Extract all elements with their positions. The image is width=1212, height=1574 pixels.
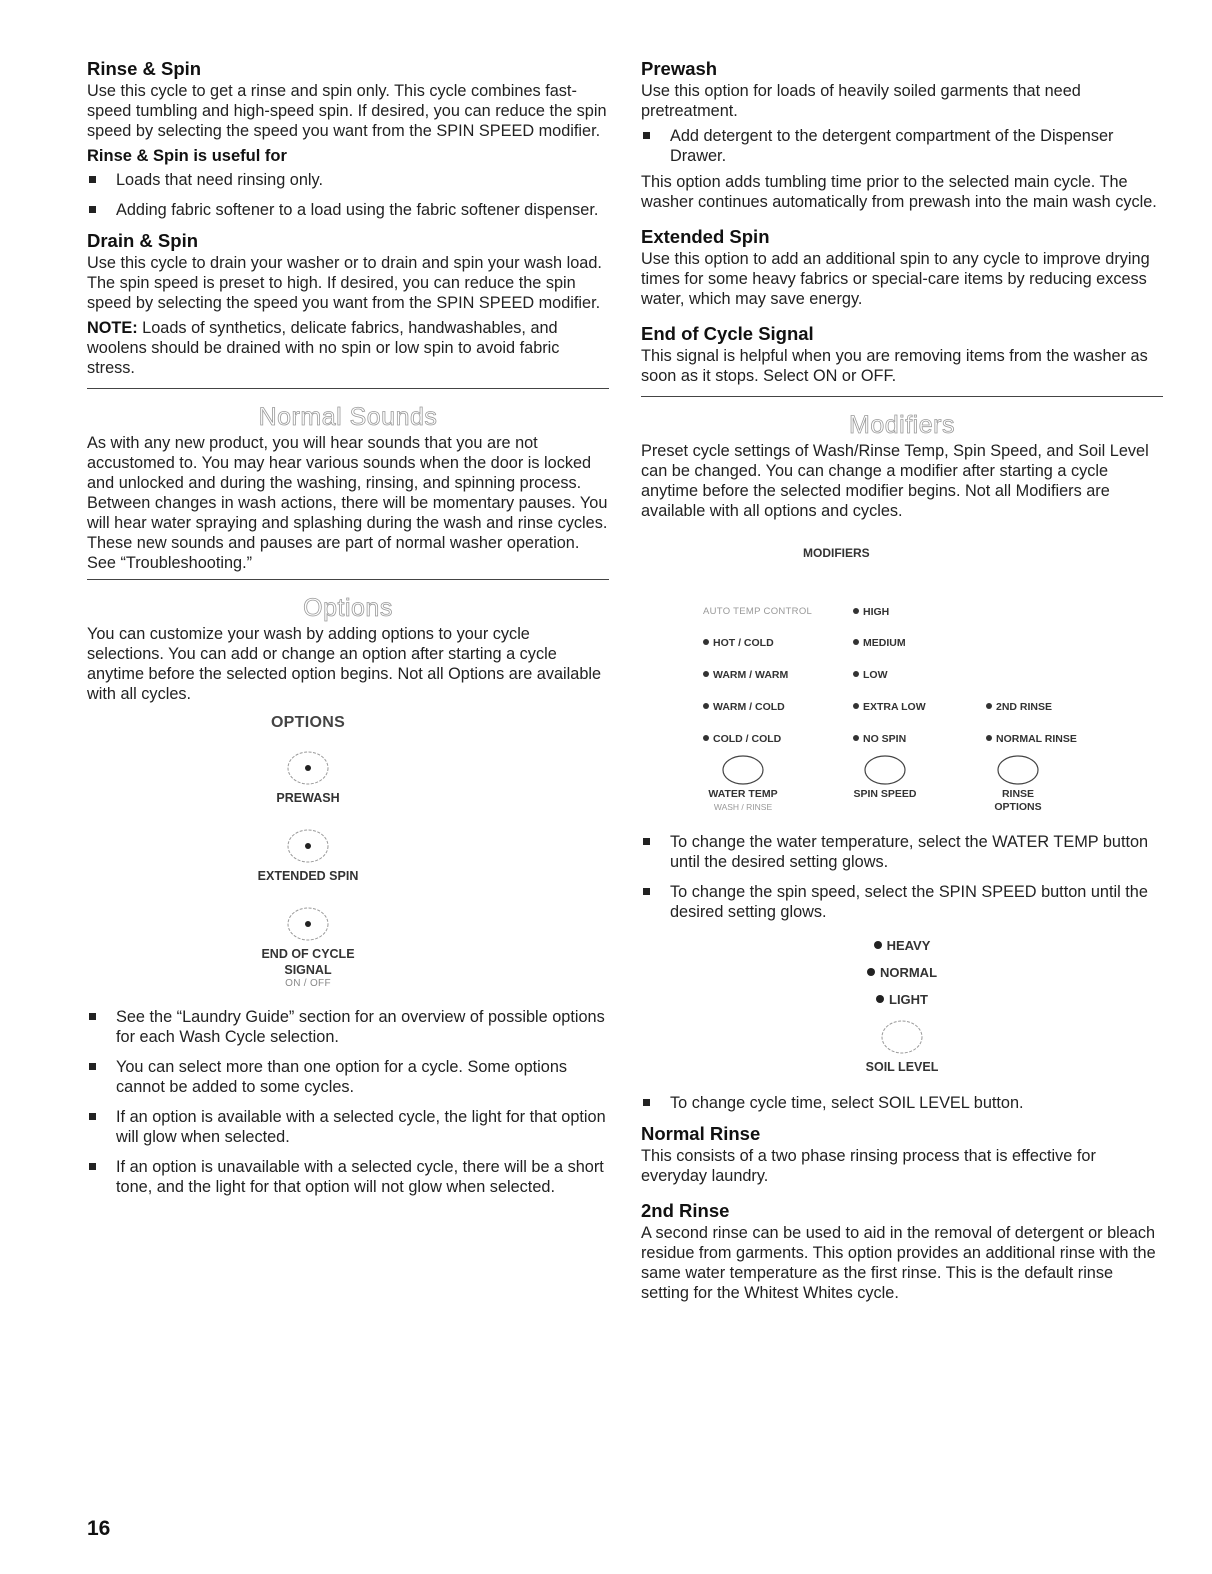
list-item: See the “Laundry Guide” section for an overview of possible options for each Wash Cycle selection.	[87, 1007, 609, 1047]
extended-spin-label: EXTENDED SPIN	[257, 869, 359, 883]
extended-spin-heading: Extended Spin	[641, 226, 770, 247]
indicator-dot-icon	[986, 703, 992, 709]
soil-level-heavy: HEAVY	[641, 932, 1163, 959]
indicator-dot-icon	[703, 639, 709, 645]
rinse-options-button[interactable]	[996, 754, 1040, 791]
soil-level-light: LIGHT	[641, 986, 1163, 1013]
spin-speed-extra-low: EXTRA LOW	[853, 701, 926, 713]
list-item: Adding fabric softener to a load using the fabric softener dispenser.	[87, 200, 609, 220]
drain-spin-body: Use this cycle to drain your washer or to drain and spin your wash load. The spin speed is preset to high. If desired, you can reduce the spin speed by selecting the speed you want from the SPIN SPEED modifier.	[87, 254, 602, 312]
bullet-square-icon	[643, 888, 650, 895]
prewash-button[interactable]	[286, 750, 330, 786]
rinse-spin-bullets	[87, 170, 609, 220]
prewash-heading: Prewash	[641, 58, 718, 79]
indicator-dot-icon	[853, 639, 859, 645]
modifiers-bullets	[641, 832, 1163, 922]
bullet-square-icon	[643, 1099, 650, 1106]
second-rinse-body: A second rinse can be used to aid in the removal of detergent or bleach residue from garments. This option provides an additional rinse with the same water temperature as the first rinse. This is the default rinse setting for the Whitest Whites cycle.	[641, 1224, 1156, 1302]
water-temp-cold-cold: COLD / COLD	[703, 733, 781, 745]
water-temp-button[interactable]	[721, 754, 765, 791]
modifiers-control-panel	[641, 526, 1163, 816]
normal-sounds-title: Normal Sounds	[258, 403, 438, 431]
indicator-dot-icon	[853, 671, 859, 677]
normal-rinse-heading: Normal Rinse	[641, 1123, 761, 1144]
indicator-dot-icon	[703, 671, 709, 677]
rinse-options-label: RINSE OPTIONS	[994, 788, 1042, 813]
end-of-cycle-label-line1: END OF CYCLE	[261, 947, 355, 961]
spin-speed-button[interactable]	[863, 754, 907, 791]
bullet-square-icon	[89, 206, 96, 213]
end-of-cycle-signal-button[interactable]	[286, 906, 330, 942]
rinse-spin-body: Use this cycle to get a rinse and spin only. This cycle combines fast-speed tumbling and high-speed spin. If desired, you can reduce the spin speed by selecting the speed you want from the SPIN SPEED modifier.	[87, 82, 607, 140]
options-title: Options	[303, 594, 393, 622]
modifiers-panel-title: MODIFIERS	[803, 546, 870, 560]
soil-level-bullets	[641, 1093, 1163, 1113]
spin-speed-medium: MEDIUM	[853, 637, 906, 649]
indicator-dot-icon	[703, 703, 709, 709]
auto-temp-control-label: AUTO TEMP CONTROL	[703, 606, 813, 617]
spin-speed-low: LOW	[853, 669, 888, 681]
bullet-square-icon	[89, 1163, 96, 1170]
water-temp-warm-warm: WARM / WARM	[703, 669, 788, 681]
indicator-dot-icon	[867, 968, 875, 976]
indicator-dot-icon	[703, 735, 709, 741]
options-panel-title: OPTIONS	[270, 714, 346, 731]
soil-level-panel	[641, 932, 1163, 1075]
indicator-dot-icon	[853, 608, 859, 614]
spin-speed-label: SPIN SPEED	[853, 788, 917, 800]
page-number: 16	[87, 1517, 111, 1540]
list-item: To change cycle time, select SOIL LEVEL button.	[641, 1093, 1163, 1113]
bullet-square-icon	[643, 132, 650, 139]
indicator-dot-icon	[986, 735, 992, 741]
water-temp-warm-cold: WARM / COLD	[703, 701, 785, 713]
rinse-option-normal-rinse: NORMAL RINSE	[986, 733, 1077, 745]
right-column	[641, 58, 1163, 1308]
indicator-dot-icon	[874, 941, 882, 949]
end-of-cycle-body: This signal is helpful when you are removing items from the washer as soon as it stops. Select ON or OFF.	[641, 347, 1148, 385]
end-of-cycle-sub-label: ON / OFF	[285, 978, 331, 989]
end-of-cycle-heading: End of Cycle Signal	[641, 323, 814, 344]
bullet-square-icon	[89, 176, 96, 183]
list-item: To change the spin speed, select the SPIN SPEED button until the desired setting glows.	[641, 882, 1163, 922]
bullet-square-icon	[89, 1013, 96, 1020]
list-item: You can select more than one option for a cycle. Some options cannot be added to some cycles.	[87, 1057, 609, 1097]
prewash-bullets	[641, 126, 1163, 166]
prewash-label: PREWASH	[276, 791, 340, 805]
indicator-dot-icon	[853, 703, 859, 709]
water-temp-hot-cold: HOT / COLD	[703, 637, 774, 649]
drain-spin-heading: Drain & Spin	[87, 230, 199, 251]
options-control-panel	[47, 714, 569, 989]
indicator-dot-icon	[853, 735, 859, 741]
options-body: You can customize your wash by adding options to your cycle selections. You can add or change an option after starting a cycle anytime before the selected option begins. Not all Options are available with all cycles.	[87, 625, 602, 703]
list-item: To change the water temperature, select the WATER TEMP button until the desired setting glows.	[641, 832, 1163, 872]
left-column	[87, 58, 609, 1207]
rinse-spin-subheading: Rinse & Spin is useful for	[87, 147, 287, 165]
rinse-spin-heading: Rinse & Spin	[87, 58, 202, 79]
list-item: Add detergent to the detergent compartment of the Dispenser Drawer.	[641, 126, 1163, 166]
list-item: If an option is unavailable with a selected cycle, there will be a short tone, and the light for that option will not glow when selected.	[87, 1157, 609, 1197]
options-bullets	[87, 1007, 609, 1197]
bullet-square-icon	[89, 1063, 96, 1070]
extended-spin-button[interactable]	[286, 828, 330, 864]
bullet-square-icon	[643, 838, 650, 845]
soil-level-button[interactable]	[880, 1019, 924, 1055]
spin-speed-high: HIGH	[853, 606, 889, 618]
prewash-body-2: This option adds tumbling time prior to the selected main cycle. The washer continues automatically from prewash into the main wash cycle.	[641, 173, 1157, 211]
list-item: If an option is available with a selected cycle, the light for that option will glow when selected.	[87, 1107, 609, 1147]
spin-speed-no-spin: NO SPIN	[853, 733, 906, 745]
end-of-cycle-label-line2: SIGNAL	[284, 963, 332, 977]
drain-spin-note: NOTE: Loads of synthetics, delicate fabrics, handwashables, and woolens should be drained with no spin or low spin to avoid fabric stress.	[87, 319, 560, 377]
normal-rinse-body: This consists of a two phase rinsing process that is effective for everyday laundry.	[641, 1147, 1096, 1185]
list-item: Loads that need rinsing only.	[87, 170, 609, 190]
soil-level-normal: NORMAL	[641, 959, 1163, 986]
rinse-option-2nd-rinse: 2ND RINSE	[986, 701, 1052, 713]
bullet-square-icon	[89, 1113, 96, 1120]
modifiers-title: Modifiers	[849, 411, 955, 439]
second-rinse-heading: 2nd Rinse	[641, 1200, 730, 1221]
extended-spin-body: Use this option to add an additional spin to any cycle to improve drying times for some heavy fabrics or special-care items by reducing excess water, which may save energy.	[641, 250, 1150, 308]
prewash-body: Use this option for loads of heavily soiled garments that need pretreatment.	[641, 82, 1081, 120]
indicator-dot-icon	[876, 995, 884, 1003]
soil-level-label: SOIL LEVEL	[865, 1060, 939, 1074]
water-temp-label: WATER TEMP WASH / RINSE	[708, 788, 778, 812]
normal-sounds-body: As with any new product, you will hear sounds that you are not accustomed to. You may hear various sounds when the door is locked and unlocked and during the washing, rinsing, and spinning process. Between changes in wash actions, there will be momentary pauses. You will hear water spraying and splashing during the wash and rinse cycles. These new sounds and pauses are part of normal washer operation. See “Troubleshooting.”	[87, 434, 608, 572]
modifiers-body: Preset cycle settings of Wash/Rinse Temp, Spin Speed, and Soil Level can be changed. You can change a modifier after starting a cycle anytime before the selected modifier begins. Not all Modifiers are available with all options and cycles.	[641, 442, 1149, 520]
